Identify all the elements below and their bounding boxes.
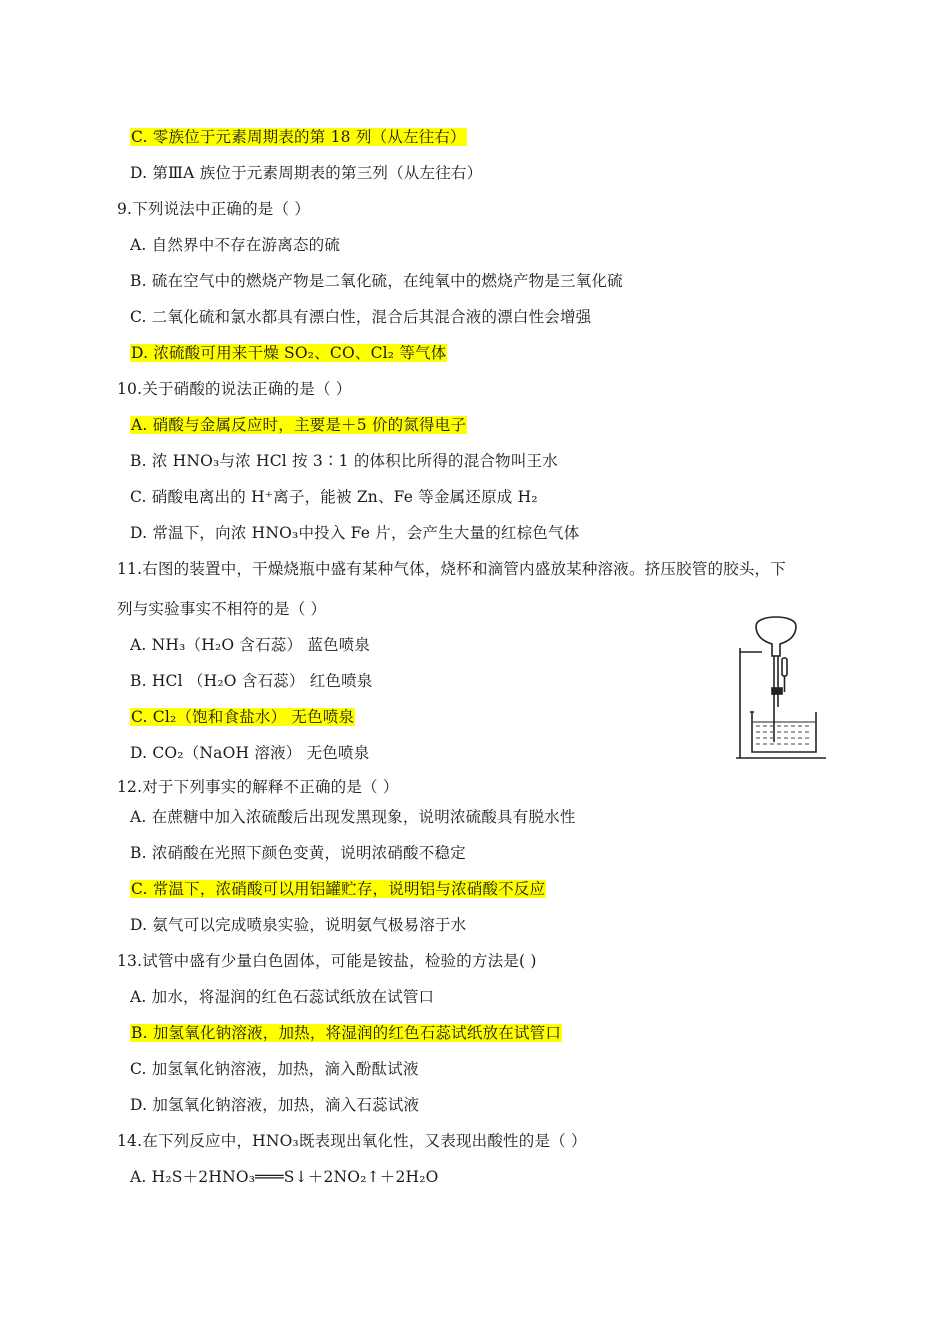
highlight: D. 浓硫酸可用来干燥 SO₂、CO、Cl₂ 等气体 bbox=[131, 344, 447, 362]
q8-option-d: D. 第ⅢA 族位于元素周期表的第三列（从左往右） bbox=[130, 164, 483, 182]
q9-option-d bbox=[130, 342, 447, 364]
question-9: 9.下列说法中正确的是（ ） bbox=[117, 200, 311, 218]
q10-option-b: B. 浓 HNO₃与浓 HCl 按 3∶1 的体积比所得的混合物叫王水 bbox=[130, 452, 558, 470]
q14-option-a: A. H₂S＋2HNO₃═══S↓＋2NO₂↑＋2H₂O bbox=[130, 1168, 439, 1186]
q12-option-d: D. 氨气可以完成喷泉实验，说明氨气极易溶于水 bbox=[130, 916, 467, 934]
highlight: C. 常温下，浓硝酸可以用铝罐贮存，说明铝与浓硝酸不反应 bbox=[131, 880, 546, 898]
q12-option-c bbox=[130, 878, 546, 900]
q11-option-d: D. CO₂（NaOH 溶液） 无色喷泉 bbox=[130, 744, 370, 762]
q13-option-d: D. 加氢氧化钠溶液，加热，滴入石蕊试液 bbox=[130, 1096, 420, 1114]
q8-option-c bbox=[130, 126, 467, 148]
q9-option-c: C. 二氧化硫和氯水都具有漂白性，混合后其混合液的漂白性会增强 bbox=[130, 308, 592, 326]
q13-option-b bbox=[130, 1022, 562, 1044]
fountain-apparatus-icon bbox=[730, 612, 830, 762]
q10-option-a bbox=[130, 414, 467, 436]
q11-option-a: A. NH₃（H₂O 含石蕊） 蓝色喷泉 bbox=[130, 636, 371, 654]
highlight: A. 硝酸与金属反应时，主要是＋5 价的氮得电子 bbox=[131, 416, 467, 434]
q9-option-b: B. 硫在空气中的燃烧产物是二氧化硫，在纯氧中的燃烧产物是三氧化硫 bbox=[130, 272, 623, 290]
highlight: B. 加氢氧化钠溶液，加热，将湿润的红色石蕊试纸放在试管口 bbox=[131, 1024, 562, 1042]
q10-option-c: C. 硝酸电离出的 H⁺离子，能被 Zn、Fe 等金属还原成 H₂ bbox=[130, 488, 538, 506]
question-10: 10.关于硝酸的说法正确的是（ ） bbox=[117, 380, 352, 398]
highlight: C. Cl₂（饱和食盐水） 无色喷泉 bbox=[131, 708, 355, 726]
q12-option-b: B. 浓硝酸在光照下颜色变黄，说明浓硝酸不稳定 bbox=[130, 844, 466, 862]
q9-option-a: A. 自然界中不存在游离态的硫 bbox=[130, 236, 341, 254]
question-11: 11.右图的装置中，干燥烧瓶中盛有某种气体，烧杯和滴管内盛放某种溶液。挤压胶管的胶头，下 bbox=[117, 560, 786, 578]
q11-option-c bbox=[130, 706, 355, 728]
q13-option-c: C. 加氢氧化钠溶液，加热，滴入酚酞试液 bbox=[130, 1060, 419, 1078]
q10-option-d: D. 常温下，向浓 HNO₃中投入 Fe 片，会产生大量的红棕色气体 bbox=[130, 524, 580, 542]
question-11-cont: 列与实验事实不相符的是（ ） bbox=[117, 600, 327, 618]
question-14: 14.在下列反应中，HNO₃既表现出氧化性，又表现出酸性的是（ ） bbox=[117, 1132, 587, 1150]
q11-option-b: B. HCl （H₂O 含石蕊） 红色喷泉 bbox=[130, 672, 373, 690]
highlight: C. 零族位于元素周期表的第 18 列（从左往右） bbox=[131, 128, 466, 146]
q12-option-a: A. 在蔗糖中加入浓硫酸后出现发黑现象，说明浓硫酸具有脱水性 bbox=[130, 808, 576, 826]
question-13: 13.试管中盛有少量白色固体，可能是铵盐，检验的方法是( ) bbox=[117, 952, 537, 970]
question-12: 12.对于下列事实的解释不正确的是（ ） bbox=[117, 778, 399, 796]
q13-option-a: A. 加水，将湿润的红色石蕊试纸放在试管口 bbox=[130, 988, 435, 1006]
